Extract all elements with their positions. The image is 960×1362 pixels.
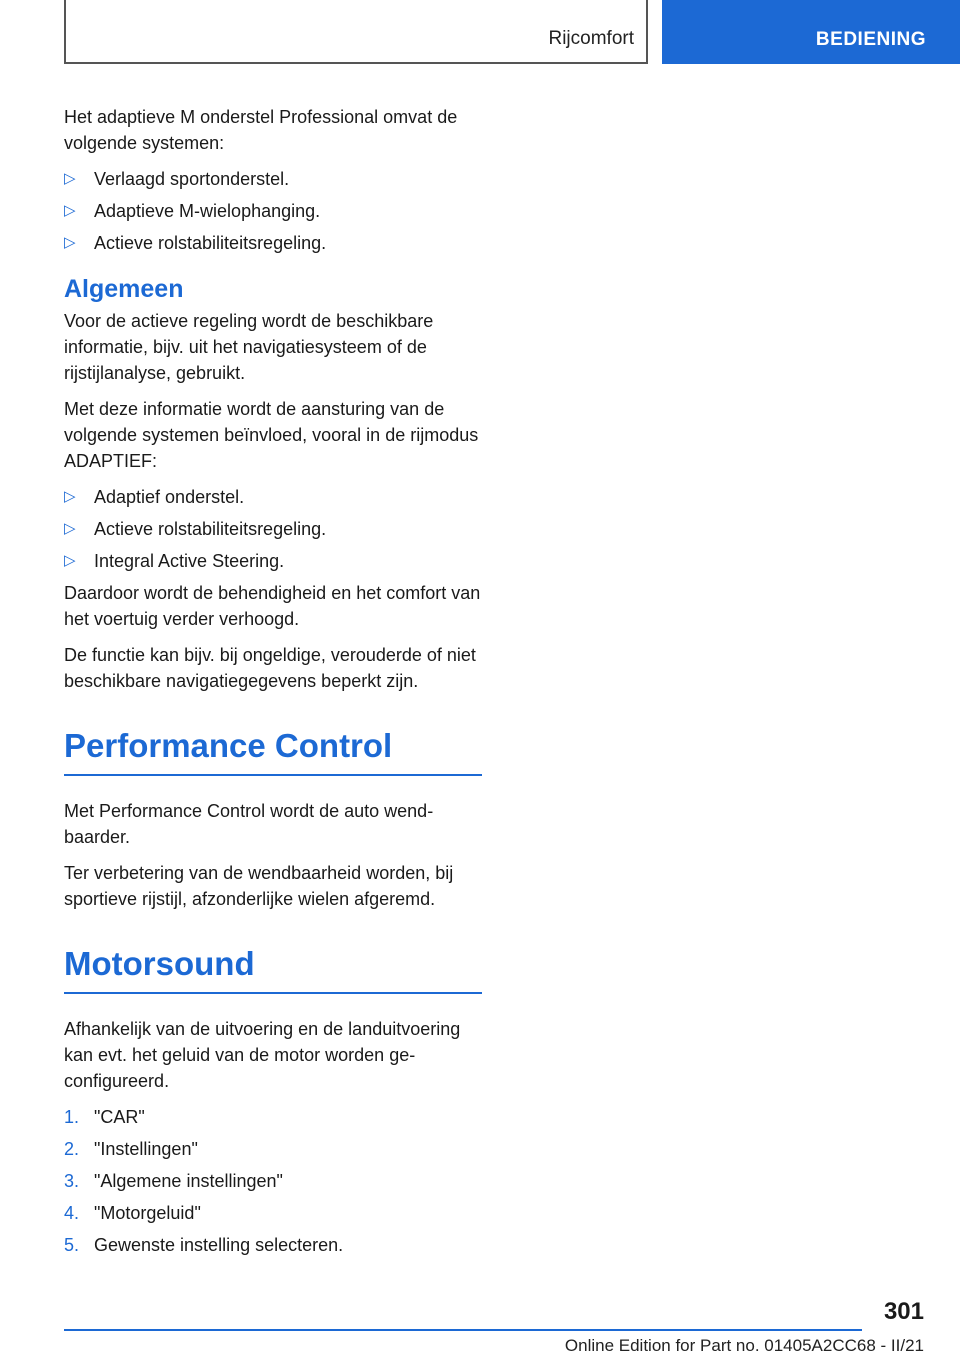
header-chapter-title: BEDIENING: [815, 29, 926, 50]
header-section-title: Rijcomfort: [548, 28, 634, 49]
performance-paragraph-1: Met Performance Control wordt de auto wendbaarder.: [64, 801, 434, 847]
step-item: 3. "Algemene instellingen": [64, 1168, 482, 1194]
triangle-bullet-icon: ▷: [64, 202, 76, 219]
footer-divider: [64, 1329, 862, 1331]
list-item: ▷ Adaptief onderstel.: [64, 484, 482, 510]
algemeen-paragraph-2: Met deze informatie wordt de aansturing van de volgende systemen beïnvloed, vooral in de rijmodus ADAPTIEF:: [64, 399, 479, 471]
step-number: 1.: [64, 1107, 80, 1127]
triangle-bullet-icon: ▷: [64, 170, 76, 187]
triangle-bullet-icon: ▷: [64, 234, 76, 251]
list-item: ▷ Actieve rolstabiliteitsregeling.: [64, 230, 482, 256]
intro-paragraph: Het adaptieve M onderstel Professional omvat de volgende systemen:: [64, 107, 458, 153]
triangle-bullet-icon: ▷: [64, 552, 76, 569]
motorsound-steps: [64, 1104, 482, 1258]
step-number: 5.: [64, 1235, 80, 1255]
performance-heading: Performance Control: [64, 724, 482, 776]
list-item: ▷ Integral Active Steering.: [64, 548, 482, 574]
intro-list: [64, 166, 482, 256]
triangle-bullet-icon: ▷: [64, 520, 76, 537]
header-section-box: [64, 0, 648, 64]
list-item: ▷ Actieve rolstabiliteitsregeling.: [64, 516, 482, 542]
step-number: 3.: [64, 1171, 80, 1191]
triangle-bullet-icon: ▷: [64, 488, 76, 505]
step-item: 4. "Motorgeluid": [64, 1200, 482, 1226]
step-number: 4.: [64, 1203, 80, 1223]
step-number: 2.: [64, 1139, 80, 1159]
motorsound-heading: Motorsound: [64, 942, 482, 994]
step-item: 5. Gewenste instelling selecteren.: [64, 1232, 482, 1258]
algemeen-list: [64, 484, 482, 574]
performance-paragraph-2: Ter verbetering van de wendbaarheid worden, bij sportieve rijstijl, afzonderlijke wielen afgeremd.: [64, 863, 454, 909]
algemeen-paragraph-1: Voor de actieve regeling wordt de beschikbare informatie, bijv. uit het navigatiesysteem of de rijstijlanalyse, gebruikt.: [64, 311, 434, 383]
list-item: ▷ Adaptieve M-wielophanging.: [64, 198, 482, 224]
algemeen-heading: Algemeen: [64, 275, 184, 303]
page-number: 301: [883, 1298, 924, 1325]
footer-edition: Online Edition for Part no. 01405A2CC68 - II/21: [564, 1336, 924, 1355]
list-item: ▷ Verlaagd sportonderstel.: [64, 166, 482, 192]
header-chapter-box: [662, 0, 960, 64]
motorsound-paragraph: Afhankelijk van de uitvoering en de landuitvoering kan evt. het geluid van de motor worden geconfigureerd.: [64, 1019, 461, 1091]
algemeen-paragraph-4: De functie kan bijv. bij ongeldige, verouderde of niet beschikbare navigatiegegevens beperkt zijn.: [64, 645, 476, 691]
step-item: 1. "CAR": [64, 1104, 482, 1130]
step-item: 2. "Instellingen": [64, 1136, 482, 1162]
algemeen-paragraph-3: Daardoor wordt de behendigheid en het comfort van het voertuig verder verhoogd.: [64, 583, 481, 629]
page-content: [64, 104, 482, 1264]
